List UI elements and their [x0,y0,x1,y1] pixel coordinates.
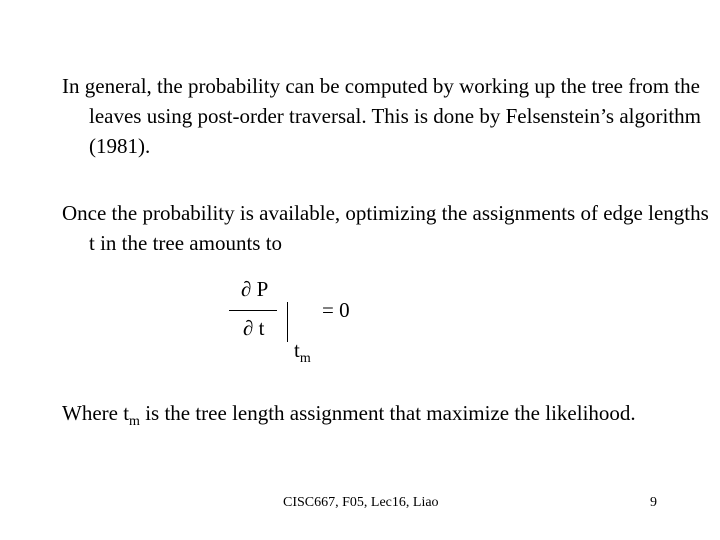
p3-text-before: Where t [62,401,130,425]
paragraph-felsenstein: In general, the probability can be computed by working up the tree from the leaves using post-order traversal. This is done by Felsenstein’s algorithm (1981). [62,74,702,158]
formula-equals: = 0 [322,298,350,322]
formula-evaluation-point [294,338,311,371]
p3-text-after: is the tree length assignment that maximize the likelihood. [139,401,636,425]
formula-denominator: ∂ t [243,316,265,340]
fraction-bar [229,310,277,311]
paragraph-tm-definition [62,398,709,437]
slide-footer: CISC667, F05, Lec16, Liao [283,495,439,510]
paragraph-optimization: Once the probability is available, optimizing the assignments of edge lengths t in the tree amounts to [62,201,709,255]
evaluation-bar [287,302,288,342]
formula-numerator: ∂ P [241,277,269,301]
formula-eval-var: t [294,338,300,362]
formula-eval-subscript: m [299,351,311,366]
p3-subscript: m [129,414,140,429]
page-number: 9 [650,495,657,510]
